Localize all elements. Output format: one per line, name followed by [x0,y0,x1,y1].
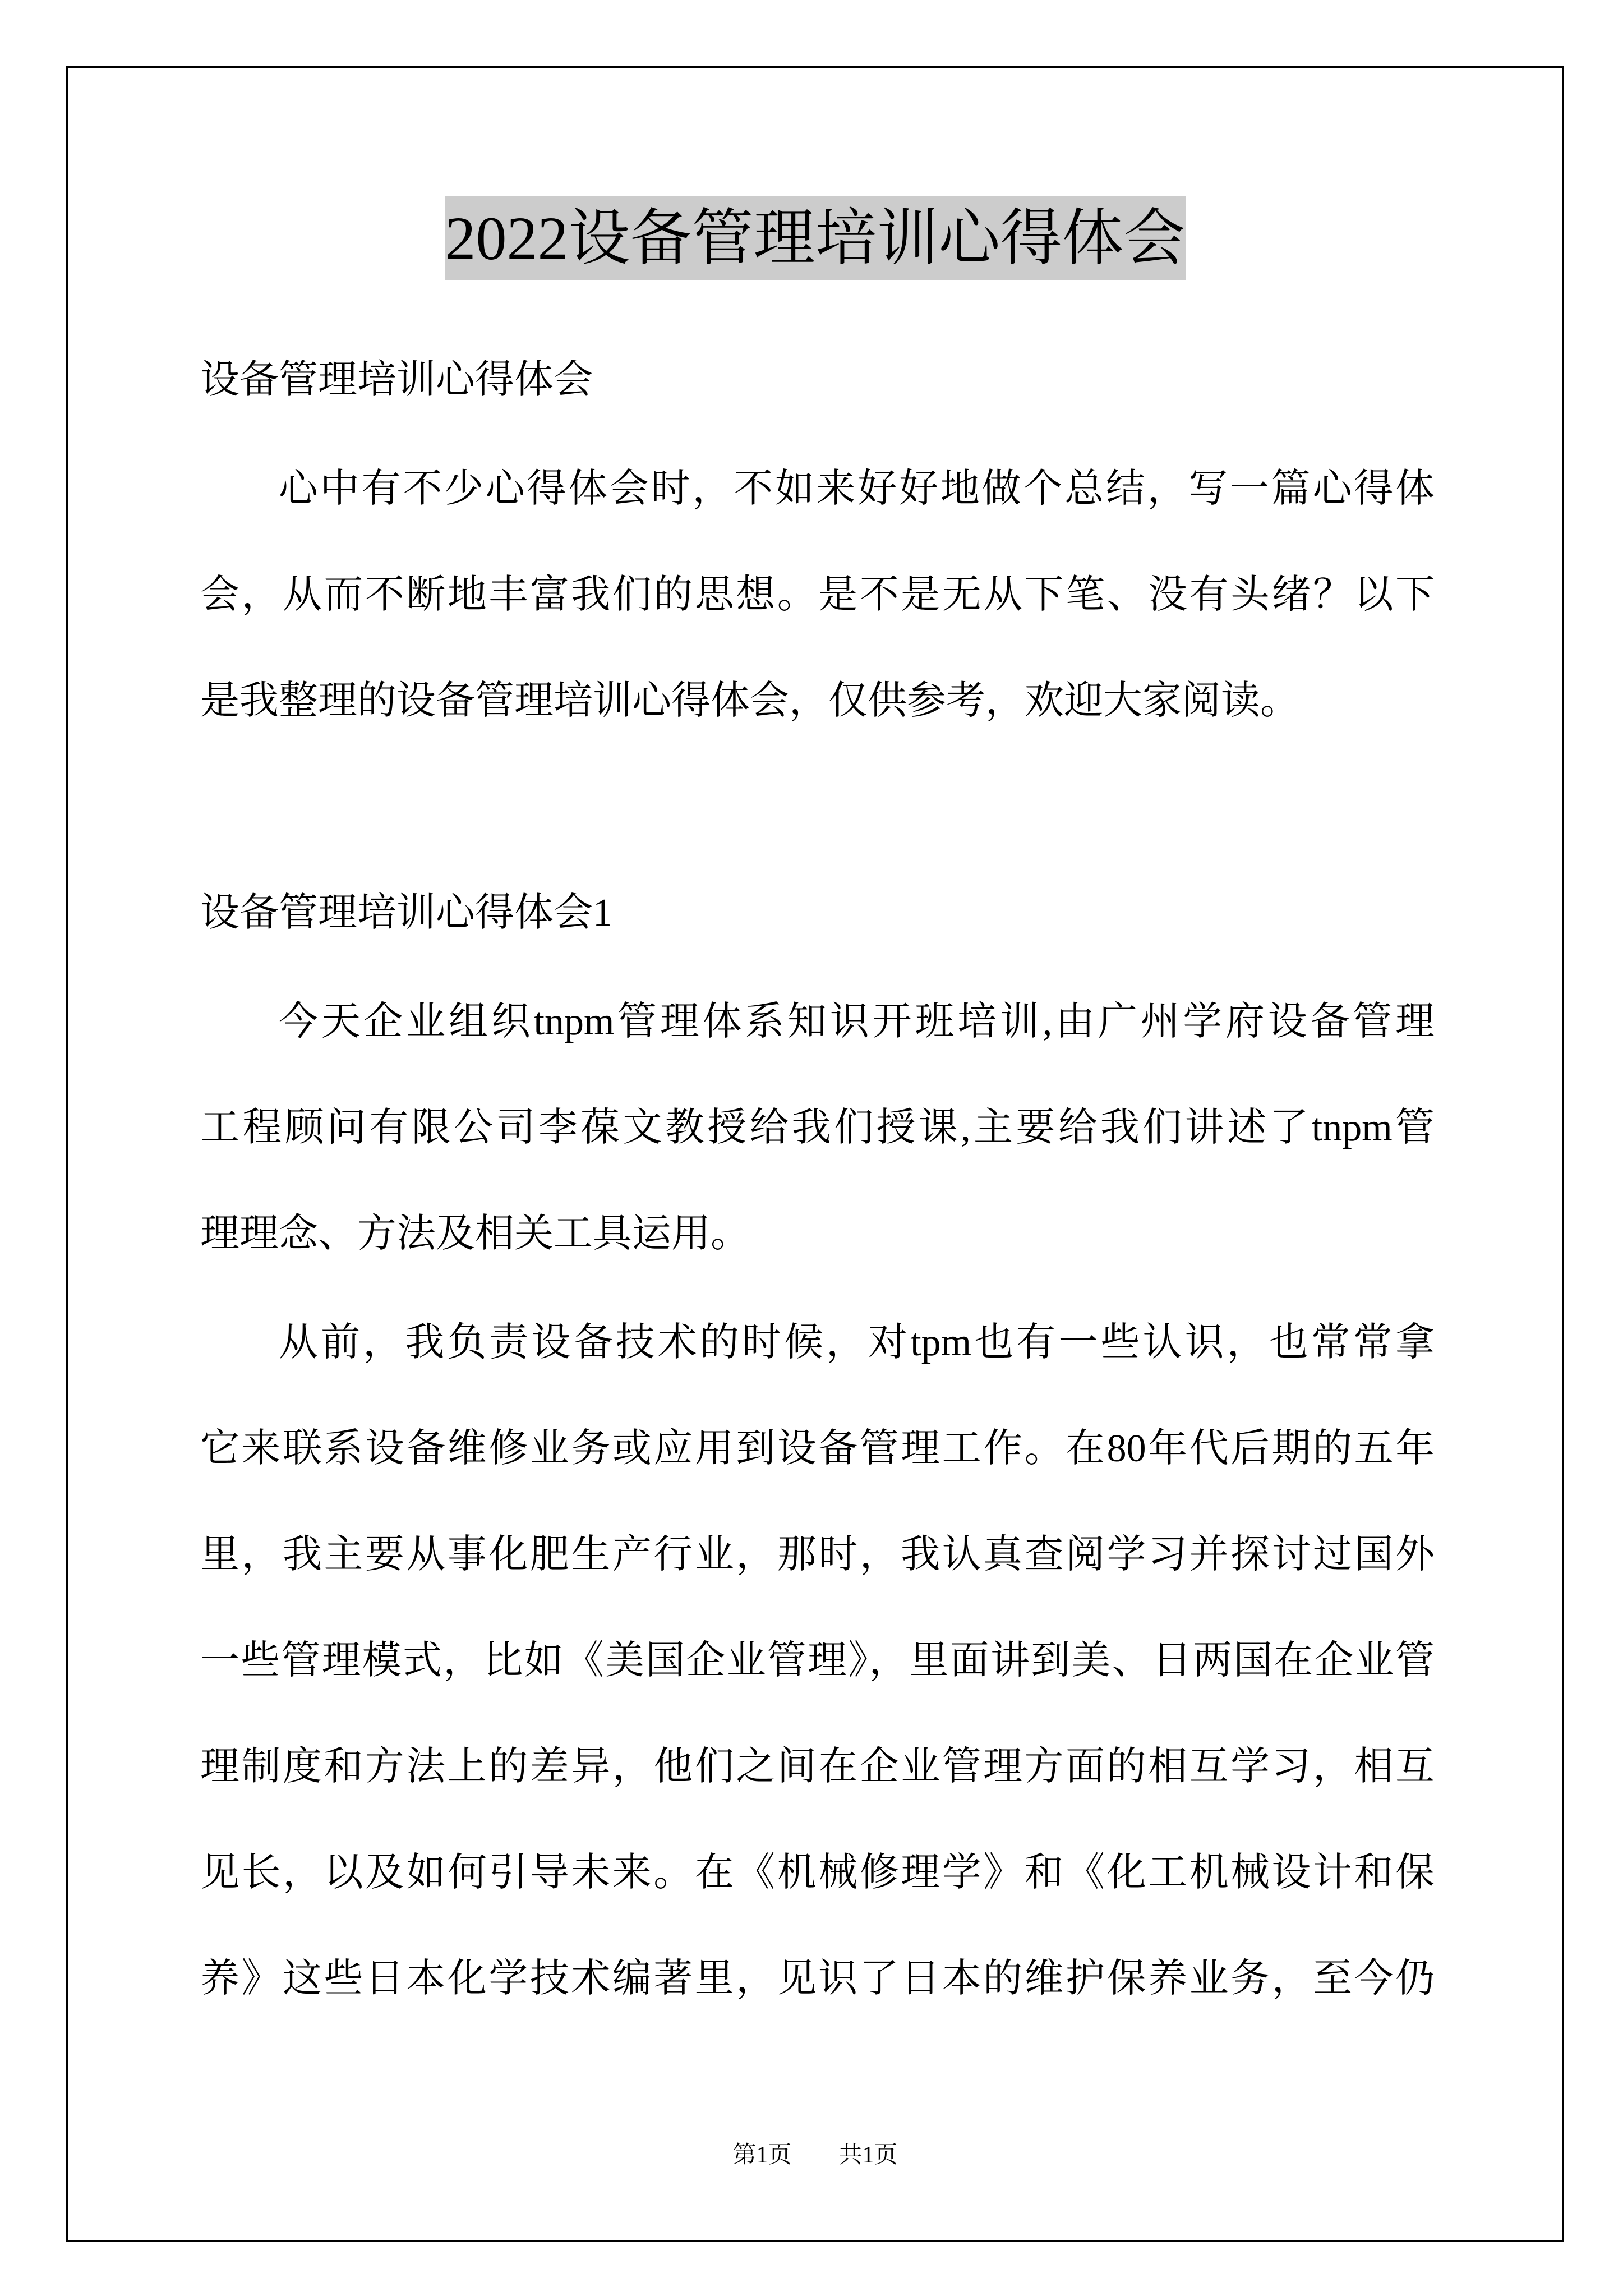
intro-heading: 设备管理培训心得体会 [200,358,593,402]
page-count: 共1页 [838,2142,898,2168]
document-title: 2022设备管理培训心得体会 [445,196,1186,280]
section-heading: 设备管理培训心得体会1 [200,891,612,935]
text-line: 今天企业组织tnpm管理体系知识开班培训,由广州学府设备管理 [279,1000,1435,1043]
text-line: 它来联系设备维修业务或应用到设备管理工作。在80年代后期的五年 [200,1427,1435,1470]
text-line: 理制度和方法上的差异，他们之间在企业管理方面的相互学习，相互 [200,1745,1435,1788]
blank-line [200,754,1435,860]
page-number: 第1页 [732,2142,792,2168]
text-line: 工程顾问有限公司李葆文教授给我们授课,主要给我们讲述了tnpm管 [200,1106,1435,1149]
intro-paragraph [200,436,1435,754]
text-line: 心中有不少心得体会时，不如来好好地做个总结，写一篇心得体 [279,467,1435,510]
page-footer [66,2138,1564,2172]
section-paragraph [200,969,1435,1287]
text-line: 见长，以及如何引导未来。在《机械修理学》和《化工机械设计和保 [200,1851,1435,1894]
text-line: 一些管理模式，比如《美国企业管理》，里面讲到美、日两国在企业管 [200,1639,1435,1682]
title-row [66,196,1564,280]
text-line: 里，我主要从事化肥生产行业，那时，我认真查阅学习并探讨过国外 [200,1533,1435,1576]
section-paragraph [200,1290,1435,2032]
text-line: 会，从而不断地丰富我们的思想。是不是无从下笔、没有头绪？以下 [200,573,1435,616]
text-line: 养》这些日本化学技术编著里，见识了日本的维护保养业务，至今仍 [200,1957,1435,2000]
text-line: 是我整理的设备管理培训心得体会，仅供参考，欢迎大家阅读。 [200,679,1299,723]
document-body [200,327,1435,2032]
text-line: 从前，我负责设备技术的时候，对tpm也有一些认识，也常常拿 [279,1321,1435,1364]
text-line: 理理念、方法及相关工具运用。 [200,1212,750,1255]
